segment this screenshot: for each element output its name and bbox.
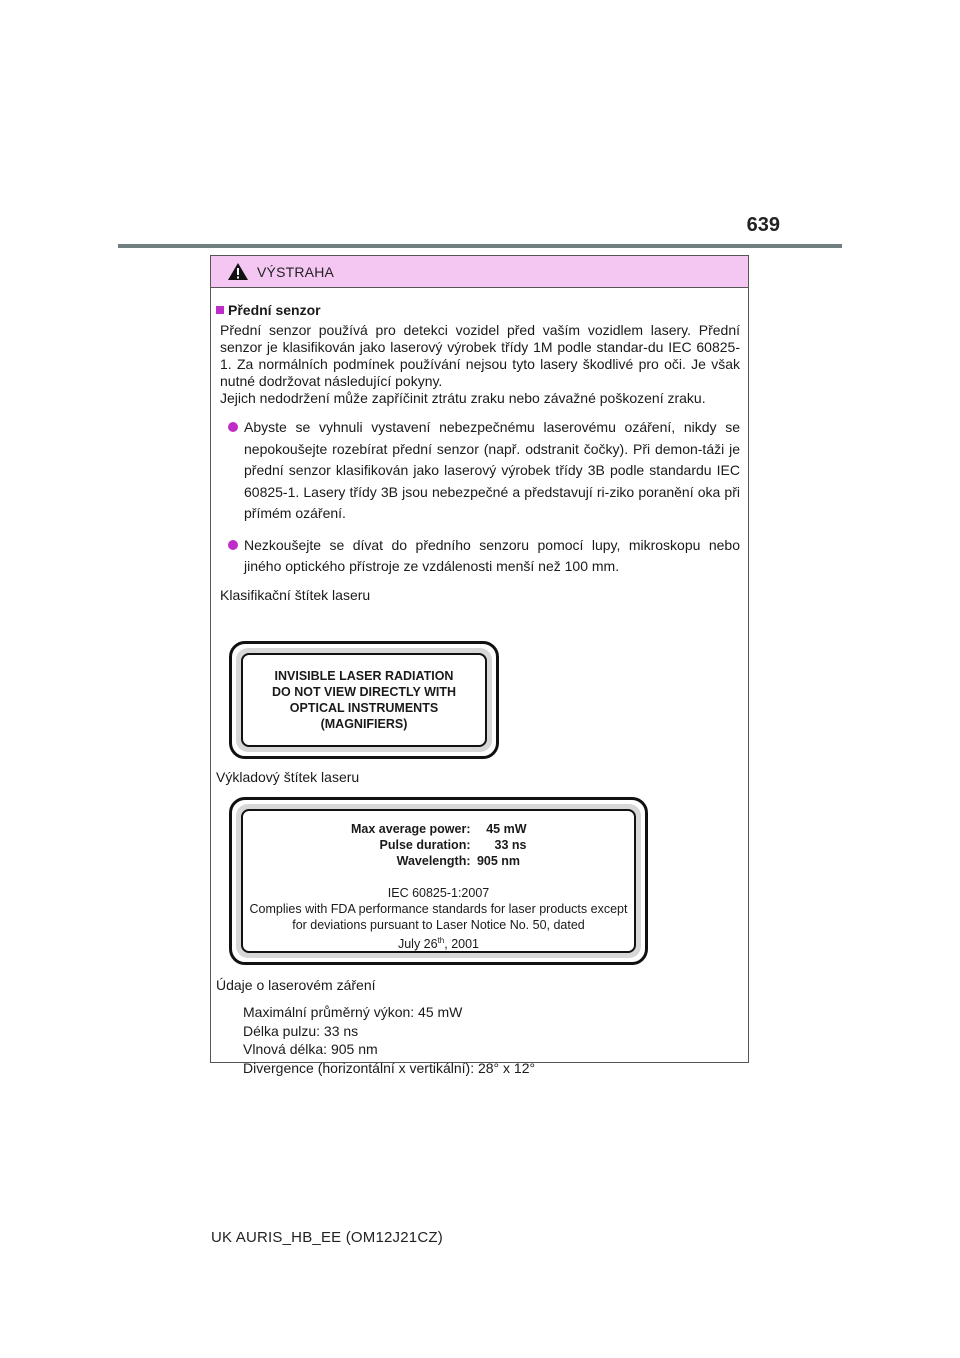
page-number: 639 (746, 214, 780, 236)
bullet-text: Abyste se vyhnuli vystavení nebezpečnému laserovému ozáření, nikdy se nepokoušejte rozebírat přední senzor (např. odstranit čočky). Při demon-táži je přední senzor klasifikován jako laserový výrobek třídy 3B podle standardu IEC 60825-1. Lasery třídy 3B jsou nebezpečné a představují ri-ziko poranění oka při přímém ozáření. (244, 419, 740, 521)
spec-row (243, 837, 634, 853)
warning-box (210, 255, 749, 1076)
list-item (228, 535, 740, 578)
spec-value: 45 mW (486, 822, 527, 836)
footer-doc-id: UK AURIS_HB_EE (OM12J21CZ) (211, 1229, 443, 1246)
spec-name: Wavelength: (396, 854, 471, 868)
radiation-data-caption: Údaje o laserovém záření (216, 977, 376, 993)
classification-label-caption: Klasifikační štítek laseru (220, 586, 371, 603)
label-frame (236, 804, 641, 958)
date-prefix: July 26 (397, 937, 438, 952)
warning-header (211, 256, 748, 288)
warning-title: VÝSTRAHA (257, 263, 335, 280)
standard-text: IEC 60825-1:2007 (387, 886, 490, 900)
spec-value: 905 nm (476, 854, 521, 868)
date-suffix: , 2001 (444, 937, 480, 952)
label-panel (241, 653, 487, 747)
data-line: Vlnová délka: 905 nm (243, 1041, 378, 1057)
label-line: DO NOT VIEW DIRECTLY WITH (271, 685, 457, 699)
label-line: INVISIBLE LASER RADIATION (274, 669, 454, 683)
label-panel (241, 809, 636, 953)
compliance-date (243, 933, 634, 952)
label-frame (236, 648, 492, 752)
data-line: Délka pulzu: 33 ns (243, 1022, 359, 1039)
spec-row (243, 821, 634, 837)
bullet-text: Nezkoušejte se dívat do předního senzoru pomocí lupy, mikroskopu nebo jiného optického přístroje ze vzdálenosti menší než 100 mm. (244, 536, 740, 574)
list-item (228, 417, 740, 525)
label-line: OPTICAL INSTRUMENTS (289, 701, 439, 715)
section-title: Přední senzor (228, 302, 321, 318)
spec-value: 33 ns (494, 838, 527, 852)
spec-name: Pulse duration: (379, 838, 471, 852)
label-line: (MAGNIFIERS) (320, 717, 408, 731)
spec-name: Max average power: (351, 822, 471, 836)
section-heading (216, 302, 740, 318)
circle-bullet-icon (228, 422, 238, 432)
warning-content (211, 288, 748, 1076)
compliance-text: Complies with FDA performance standards for laser products except for deviations pursuant to Laser Notice No. 50, dated (249, 902, 628, 932)
warning-triangle-icon (227, 262, 249, 281)
radiation-data-list (243, 1003, 535, 1077)
intro-paragraph: Přední senzor používá pro detekci vozidel před vaším vozidlem lasery. Přední senzor je klasifikován jako laserový výrobek třídy 1M podle standar-du IEC 60825-1. Za normálních podmínek používání nejsou tyto lasery škodlivé pro oči. Je však nutné dodržovat následující pokyny. (220, 322, 740, 389)
classification-label (229, 641, 499, 759)
consequence-paragraph: Jejich nedodržení může zapříčinit ztrátu zraku nebo závažné poškození zraku. (220, 390, 706, 406)
data-line: Divergence (horizontální x vertikální): 28° x 12° (243, 1059, 536, 1076)
spec-row (243, 853, 634, 869)
square-bullet-icon (216, 306, 224, 314)
date-superscript: th (437, 936, 445, 945)
explanatory-label-caption: Výkladový štítek laseru (216, 769, 360, 785)
explanatory-label (229, 797, 648, 965)
circle-bullet-icon (228, 540, 238, 550)
data-line: Maximální průměrný výkon: 45 mW (243, 1004, 463, 1020)
header-rule (118, 244, 842, 248)
